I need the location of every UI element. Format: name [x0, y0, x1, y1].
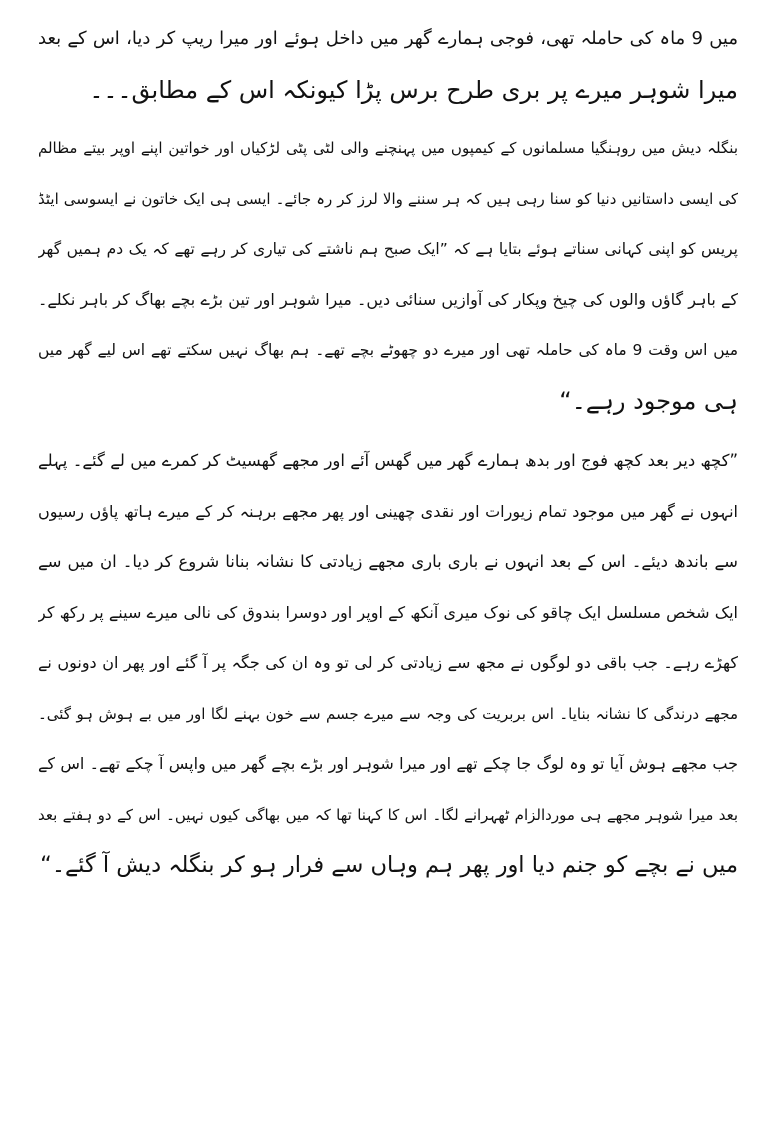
text-line: ”کچھ دیر بعد کچھ فوج اور بدھ ہمارے گھر میں گھس آئے اور مجھے گھسیٹ کر کمرے میں لے گئے۔ پہلے [38, 451, 738, 470]
paragraph-intro [38, 14, 738, 115]
text-line: جب مجھے ہوش آیا تو وہ لوگ جا چکے تھے اور میرا شوہر اور بڑے بچے گھر میں واپس آ چکے تھے۔ اس کے [38, 754, 738, 773]
text-line: کی ایسی داستانیں دنیا کو سنا رہی ہیں کہ ہر سننے والا لرز کر رہ جائے۔ ایسی ہی ایک خاتون نے ایسوسی ایٹڈ [38, 189, 738, 208]
text-line: میں اس وقت 9 ماہ کی حاملہ تھی اور میرے دو چھوٹے بچے تھے۔ ہم بھاگ نہیں سکتے تھے اس لیے گھر میں [38, 341, 738, 359]
paragraph-account-continued [38, 436, 738, 891]
text-line: بنگلہ دیش میں روہنگیا مسلمانوں کے کیمپوں میں پہنچنے والی لٹی پٹی لڑکیاں اور خواتین اپنے اوپر بیتے مظالم [38, 139, 738, 157]
text-line: ایک شخص مسلسل ایک چاقو کی نوک میری آنکھ کے اوپر اور دوسرا بندوق کی نالی میرے سینے پر رکھ کر [38, 602, 738, 622]
text-line: کھڑے رہے۔ جب باقی دو لوگوں نے مجھ سے زیادتی کر لی تو وہ ان کی جگہ پر آ گئے اور پھر ان دونوں نے [38, 653, 738, 672]
text-line: مجھے درندگی کا نشانہ بنایا۔ اس بربریت کی وجہ سے میرے جسم سے خون بہنے لگا اور میں بے ہوش ہو گئی۔ [38, 704, 738, 723]
text-line: میں نے بچے کو جنم دیا اور پھر ہم وہاں سے فرار ہو کر بنگلہ دیش آ گئے۔“ [40, 852, 738, 878]
text-line: پریس کو اپنی کہانی سناتے ہوئے بتایا ہے کہ ”ایک صبح ہم ناشتے کی تیاری کر رہے تھے کہ یک دم ہمیں گھر [38, 240, 738, 258]
text-line: ہی موجود رہے۔“ [559, 386, 738, 415]
text-line: میں 9 ماہ کی حاملہ تھی، فوجی ہمارے گھر میں داخل ہوئے اور میرا ریپ کر دیا، اس کے بعد [38, 28, 738, 49]
text-line: بعد میرا شوہر مجھے ہی موردالزام ٹھہرانے لگا۔ اس کا کہنا تھا کہ میں بھاگی کیوں نہیں۔ اس کے دو ہفتے بعد [38, 805, 738, 824]
text-line: کے باہر گاؤں والوں کی چیخ وپکار کی آوازیں سنائی دیں۔ میرا شوہر اور تین بڑے بچے بھاگ کر باہر نکلے۔ [38, 289, 738, 309]
article-body [38, 14, 738, 891]
text-line: سے باندھ دیئے۔ اس کے بعد انہوں نے باری باری مجھے زیادتی کا نشانہ بنانا شروع کر دیا۔ ان میں سے [38, 552, 738, 571]
text-line: انہوں نے گھر میں موجود تمام زیورات اور نقدی چھینی اور پھر مجھے برہنہ کر کے میرے ہاتھ پاؤں رسیوں [38, 501, 738, 521]
text-line: میرا شوہر میرے پر بری طرح برس پڑا کیونکہ اس کے مطابق۔۔۔ [89, 75, 738, 104]
paragraph-account-start [38, 123, 738, 426]
